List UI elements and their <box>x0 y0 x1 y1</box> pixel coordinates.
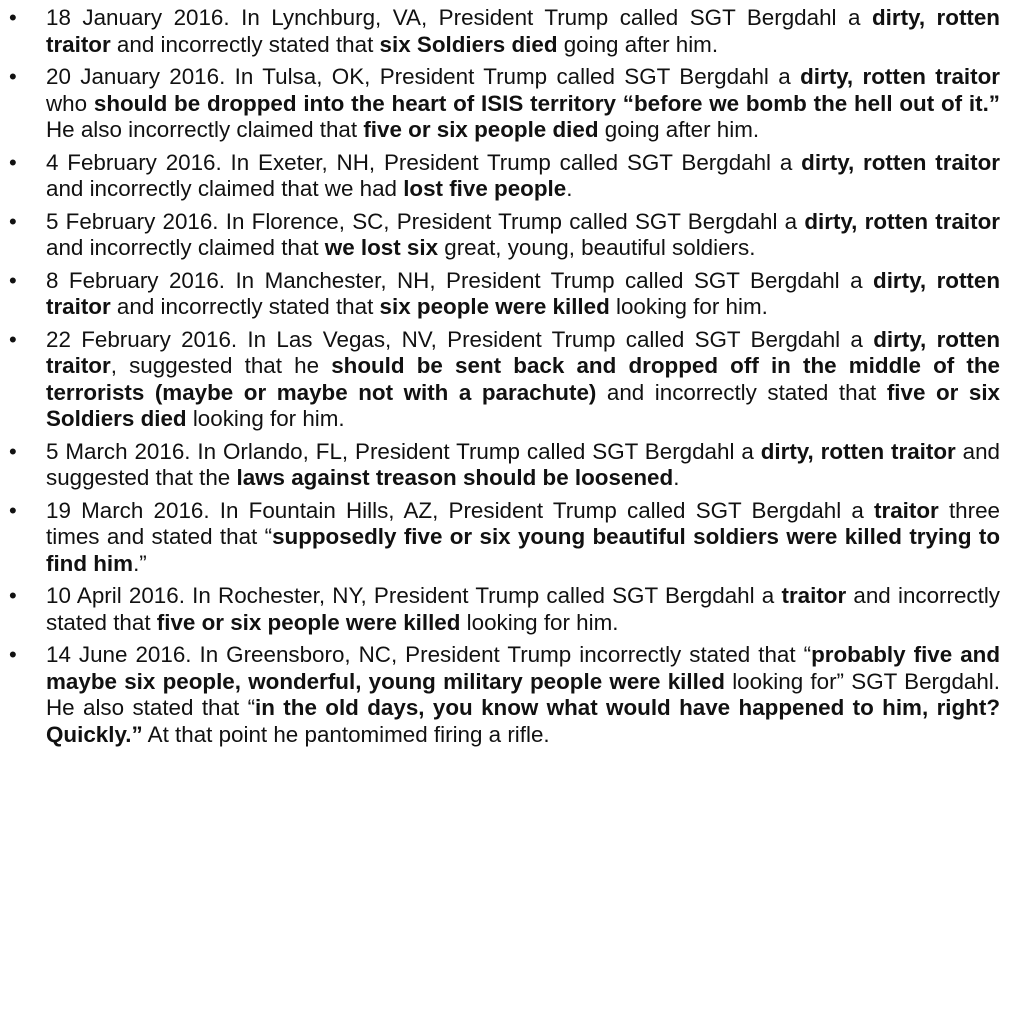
text-segment: .” <box>133 550 147 576</box>
bold-text-segment: lost five people <box>403 176 567 201</box>
text-segment: looking for” SGT Bergdahl. He also stated that “ <box>46 668 1000 720</box>
bullet-dot-icon: • <box>9 642 17 667</box>
bold-text-segment: dirty, rotten traitor <box>800 64 1000 89</box>
bullet-list <box>9 5 1001 754</box>
bold-text-segment: should be dropped into the heart of ISIS territory “before we bomb the hell out of it.” <box>93 90 1000 116</box>
bold-text-segment: traitor <box>874 497 939 523</box>
bold-text-segment: supposedly five or six young beautiful soldiers were killed trying to find him <box>46 524 1000 576</box>
text-segment: 8 February 2016. In Manchester, NH, President Trump called SGT Bergdahl a <box>46 267 874 293</box>
list-item <box>9 5 1000 58</box>
list-item <box>9 267 1001 321</box>
text-segment: 5 February 2016. In Florence, SC, President Trump called SGT Bergdahl a <box>46 208 805 234</box>
list-item <box>9 642 1000 748</box>
bullet-dot-icon: • <box>9 497 17 523</box>
text-segment: . <box>673 465 680 490</box>
bullet-dot-icon: • <box>9 5 17 30</box>
bold-text-segment: five or six people were killed <box>156 609 461 635</box>
bullet-dot-icon: • <box>9 267 17 293</box>
text-segment: At that point he pantomimed firing a rifle. <box>142 721 550 747</box>
bold-text-segment: we lost six <box>324 235 439 260</box>
text-segment: looking for him. <box>609 294 768 319</box>
text-segment: great, young, beautiful soldiers. <box>438 235 756 260</box>
bold-text-segment: dirty, rotten traitor <box>46 326 1000 378</box>
bold-text-segment: six Soldiers died <box>379 31 558 57</box>
text-segment: and incorrectly claimed that we had <box>46 176 404 201</box>
text-segment: going after him. <box>598 117 760 142</box>
text-segment: 5 March 2016. In Orlando, FL, President Trump called SGT Bergdahl a <box>46 438 761 464</box>
text-segment: who <box>46 90 94 116</box>
list-item <box>9 208 1000 262</box>
text-segment: going after him. <box>557 31 719 57</box>
bold-text-segment: dirty, rotten traitor <box>46 5 1000 57</box>
bold-text-segment: traitor <box>781 583 847 608</box>
bullet-dot-icon: • <box>9 64 17 89</box>
text-segment: 22 February 2016. In Las Vegas, NV, President Trump called SGT Bergdahl a <box>46 326 874 352</box>
bold-text-segment: dirty, rotten traitor <box>804 208 1000 234</box>
text-segment: three times and stated that “ <box>46 497 1000 549</box>
text-segment: 18 January 2016. In Lynchburg, VA, President Trump called SGT Bergdahl a <box>46 5 872 30</box>
list-item <box>9 64 1000 144</box>
bullet-dot-icon: • <box>9 583 17 608</box>
list-item <box>9 438 1000 492</box>
bold-text-segment: dirty, rotten traitor <box>760 438 956 464</box>
text-segment: and suggested that the <box>46 438 1000 490</box>
list-item <box>9 149 1000 203</box>
text-segment: 14 June 2016. In Greensboro, NC, President Trump incorrectly stated that “ <box>46 642 812 667</box>
text-segment: looking for him. <box>186 406 345 431</box>
bold-text-segment: should be sent back and dropped off in the middle of the terrorists (maybe or maybe not with a parachute) <box>46 353 1000 405</box>
bold-text-segment: dirty, rotten traitor <box>801 149 1000 175</box>
list-item <box>9 326 1000 433</box>
text-segment: 19 March 2016. In Fountain Hills, AZ, President Trump called SGT Bergdahl a <box>46 497 875 523</box>
text-segment: and incorrectly stated that <box>110 31 380 57</box>
text-segment: 4 February 2016. In Exeter, NH, President Trump called SGT Bergdahl a <box>46 149 802 175</box>
bullet-dot-icon: • <box>9 326 17 352</box>
bold-text-segment: probably five and maybe six people, wonderful, young military people were killed <box>46 642 1000 694</box>
bold-text-segment: five or six Soldiers died <box>46 379 1000 431</box>
bullet-dot-icon: • <box>9 438 17 464</box>
bold-text-segment: dirty, rotten traitor <box>46 267 1001 319</box>
bold-text-segment: laws against treason should be loosened <box>236 465 674 490</box>
text-segment: 10 April 2016. In Rochester, NY, President Trump called SGT Bergdahl a <box>46 583 782 608</box>
bold-text-segment: six people were killed <box>379 294 610 319</box>
bold-text-segment: in the old days, you know what would have happened to him, right? Quickly.” <box>46 695 1000 747</box>
text-segment: and incorrectly stated that <box>110 294 380 319</box>
bullet-dot-icon: • <box>9 208 17 234</box>
text-segment: . <box>566 176 573 201</box>
bullet-dot-icon: • <box>9 149 17 175</box>
text-segment: He also incorrectly claimed that <box>46 117 364 142</box>
text-segment: looking for him. <box>460 609 619 635</box>
list-item <box>9 497 1000 578</box>
text-segment: , suggested that he <box>110 353 332 378</box>
bold-text-segment: five or six people died <box>363 117 599 142</box>
text-segment: and incorrectly claimed that <box>46 235 325 260</box>
text-segment: 20 January 2016. In Tulsa, OK, President Trump called SGT Bergdahl a <box>46 64 801 89</box>
text-segment: and incorrectly stated that <box>46 583 1001 635</box>
text-segment: and incorrectly stated that <box>596 379 887 405</box>
list-item <box>9 583 1001 636</box>
